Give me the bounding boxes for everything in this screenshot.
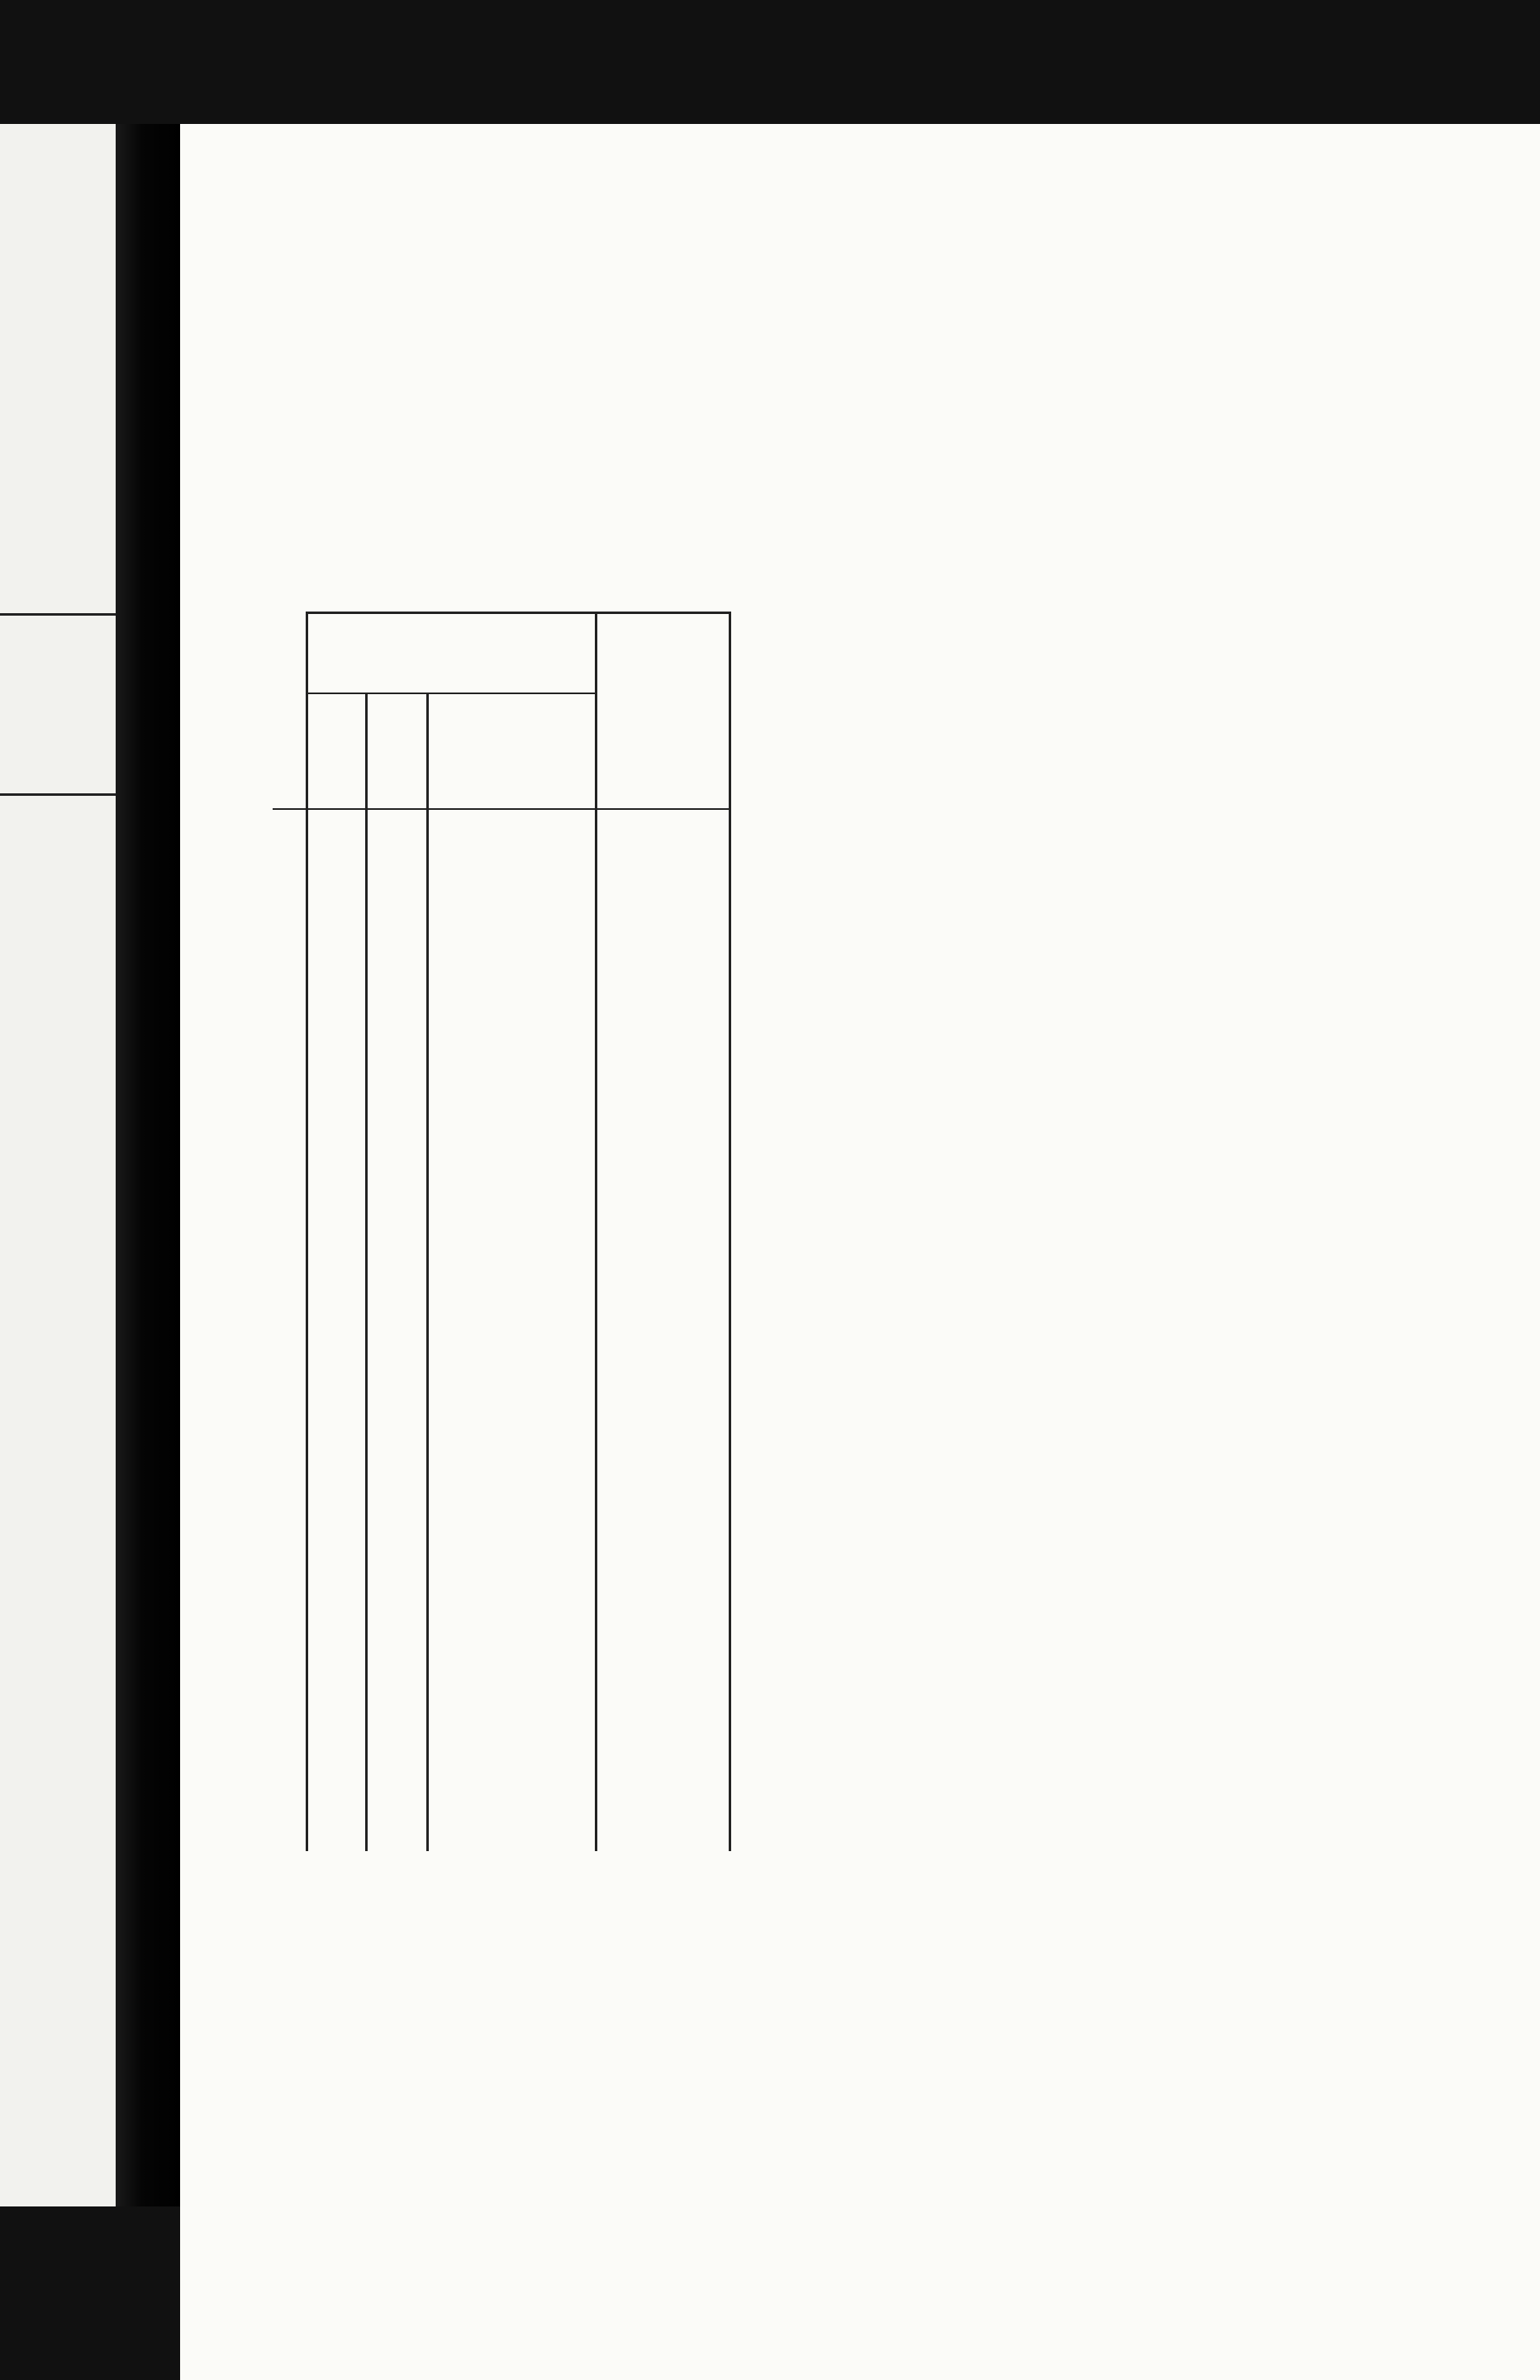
left-page-fragment [0, 124, 116, 2206]
page-gutter [116, 124, 180, 2206]
almanac-page [180, 124, 1540, 2380]
left-rule [0, 613, 116, 616]
left-rule [0, 793, 116, 796]
